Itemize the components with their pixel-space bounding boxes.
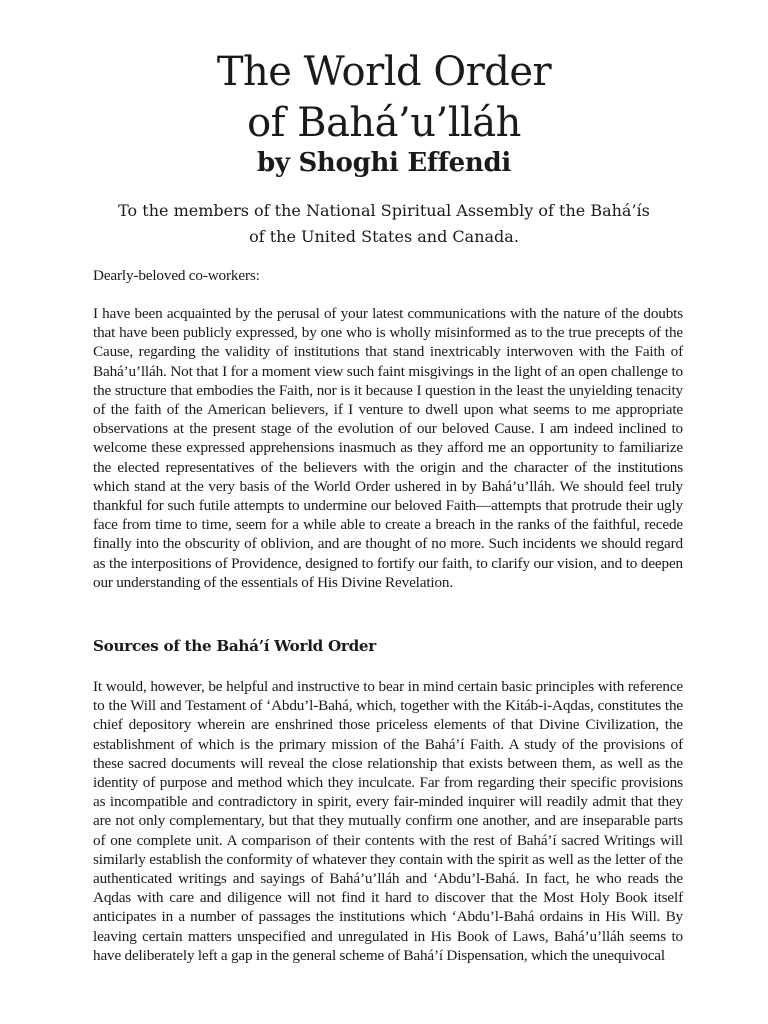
paragraph-2: It would, however, be helpful and instructive to bear in mind certain basic principles with reference to the Will and Testament of ‘Abdu’l-Bahá, which, together with the Kitáb-i-Aqdas, constitutes the chief depository wherein are enshrined those priceless elements of that Divine Civilization, the establishment of which is the primary mission of the Bahá’í Faith. A study of the provisions of these sacred documents will reveal the close relationship that exists between them, as well as the identity of purpose and method which they inculcate. Far from regarding their specific provisions as incompatible and contradictory in spirit, every fair-minded inquirer will readily admit that they are not only complementary, but that they mutually confirm one another, and are inseparable parts of one complete unit. A comparison of their contents with the rest of Bahá’í sacred Writings will similarly establish the conformity of whatever they contain with the spirit as well as the letter of the authenticated writings and sayings of Bahá’u’lláh and ‘Abdu’l-Bahá. In fact, he who reads the Aqdas with care and diligence will not find it hard to discover that the Most Holy Book itself anticipates in a number of passages the institutions which ‘Abdu’l-Bahá ordains in His Will. By leaving certain matters unspecified and unregulated in His Book of Laws, Bahá’u’lláh seems to have deliberately left a gap in the general scheme of Bahá’í Dispensation, which the unequivocal <box>93 678 683 964</box>
section-heading: Sources of the Bahá’í World Order <box>93 637 376 655</box>
salutation: Dearly-beloved co-workers: <box>93 267 260 284</box>
address-line-2: of the United States and Canada. <box>249 227 519 246</box>
title-line-1: The World Order <box>216 49 552 95</box>
author-byline: by Shoghi Effendi <box>257 148 511 178</box>
title-line-2: of Bahá’u’lláh <box>247 100 521 146</box>
address-line-1: To the members of the National Spiritual Assembly of the Bahá’ís <box>118 201 650 220</box>
paragraph-1: I have been acquainted by the perusal of your latest communications with the nature of the doubts that have been publicly expressed, by one who is wholly misinformed as to the true precepts of the Cause, regarding the validity of institutions that stand inextricably interwoven with the Faith of Bahá’u’lláh. Not that I for a moment view such faint misgivings in the light of an open challenge to the structure that embodies the Faith, nor is it because I question in the least the unyielding tenacity of the faith of the American believers, if I venture to dwell upon what seems to me appropriate observations at the present stage of the evolution of our beloved Cause. I am indeed inclined to welcome these expressed apprehensions inasmuch as they afford me an opportunity to familiarize the elected representatives of the believers with the origin and the character of the institutions which stand at the very basis of the World Order ushered in by Bahá’u’lláh. We should feel truly thankful for such futile attempts to undermine our beloved Faith—attempts that protrude their ugly face from time to time, seem for a while able to create a breach in the ranks of the faithful, recede finally into the obscurity of oblivion, and are thought of no more. Such incidents we should regard as the interpositions of Providence, designed to fortify our faith, to clarify our vision, and to deepen our understanding of the essentials of His Divine Revelation. <box>93 305 683 591</box>
